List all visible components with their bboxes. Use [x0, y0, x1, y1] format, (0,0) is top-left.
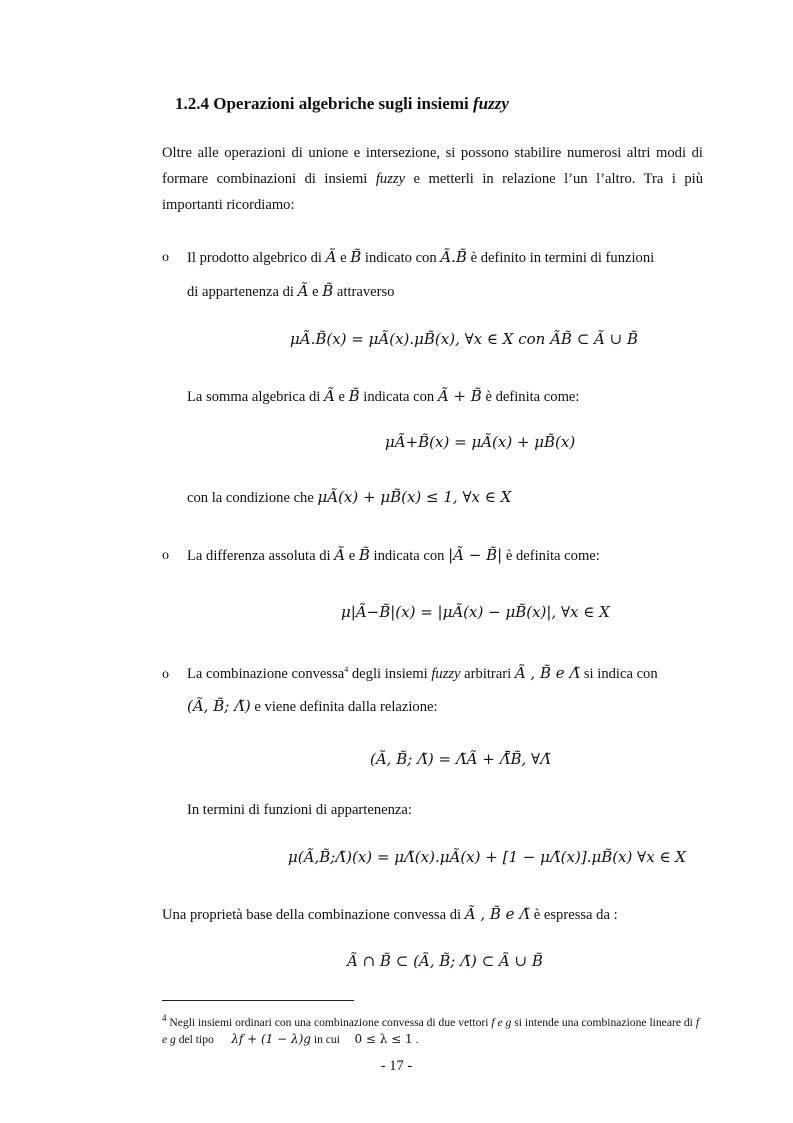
footnote-expression: λf + (1 − λ)g	[231, 1031, 311, 1046]
intro-text-1: Oltre alle operazioni di unione e intersezione, si possono stabilire numerosi altri modi di formare combinazioni di insiemi	[162, 145, 703, 187]
symbol-difference: |Ã − B̃|	[448, 546, 503, 564]
section-title-emphasis: fuzzy	[472, 94, 509, 113]
property-text: Una proprietà base della combinazione convessa di	[162, 907, 465, 923]
difference-formula: μ|Ã−B̃|(x) = |μÃ(x) − μB̃(x)|, ∀x ∈ X	[341, 603, 610, 621]
convex-formula: (Ã, B̃; Λ̃) = Λ̃Ã + Λ̃̄B̃, ∀Λ̃	[370, 750, 551, 768]
symbol-a: Ã	[297, 282, 309, 300]
convex-emphasis: fuzzy	[431, 666, 461, 682]
footnote-range: 0 ≤ λ ≤ 1	[354, 1031, 413, 1046]
symbol-b: B̃	[350, 248, 362, 266]
footnote-ref: 4	[344, 665, 349, 675]
footnote-text: Negli insiemi ordinari con una combinazione convessa di due vettori	[166, 1015, 492, 1029]
sum-text: La somma algebrica di	[187, 389, 324, 405]
footnote-divider	[162, 1000, 354, 1001]
sum-condition-formula: μÃ(x) + μB̃(x) ≤ 1, ∀x ∈ X	[317, 488, 512, 506]
convex-membership-text: In termini di funzioni di appartenenza:	[187, 802, 412, 818]
sum-condition-text: con la condizione che	[187, 490, 318, 506]
property-text: è espressa da :	[530, 907, 618, 923]
convex-line-1	[187, 664, 658, 683]
symbol-a: Ã	[325, 248, 337, 266]
convex-text: La combinazione convessa	[187, 666, 345, 682]
product-text: è definito in termini di funzioni	[466, 250, 655, 266]
convex-symbols: Ã , B̃ e Λ̃	[514, 664, 581, 682]
product-text: indicato con	[361, 250, 441, 266]
footnote	[162, 1010, 707, 1048]
product-text: e	[336, 250, 351, 266]
convex-text: si indica con	[580, 666, 658, 682]
footnote-text: in cui	[310, 1032, 343, 1046]
intro-paragraph	[162, 140, 703, 218]
bullet-marker-product: o	[162, 250, 169, 265]
bullet-marker-difference: o	[162, 548, 169, 563]
difference-text: La differenza assoluta di	[187, 548, 335, 564]
product-text: Il prodotto algebrico di	[187, 250, 326, 266]
intro-text-2: e metterli in relazione l’un l’altro. Tra i più importanti ricordiamo:	[162, 171, 703, 213]
product-line-2	[187, 282, 394, 301]
convex-triple-symbol: (Ã, B̃; Λ̃)	[187, 697, 251, 715]
symbol-product: Ã.B̃	[440, 248, 467, 266]
footnote-text: del tipo	[175, 1032, 217, 1046]
symbol-b: B̃	[358, 546, 370, 564]
property-symbols: Ã , B̃ e Λ̃	[464, 905, 531, 923]
symbol-a: Ã	[334, 546, 346, 564]
convex-text: degli insiemi	[348, 666, 432, 682]
convex-line-2	[187, 697, 438, 716]
difference-line	[187, 546, 600, 565]
difference-text: è definita come:	[502, 548, 600, 564]
section-title-text: Operazioni algebriche sugli insiemi	[213, 94, 469, 113]
footnote-number: 4	[162, 1013, 167, 1023]
sum-text: indicata con	[359, 389, 438, 405]
difference-text: e	[345, 548, 359, 564]
footnote-fg: f e g	[491, 1015, 512, 1029]
sum-formula: μÃ+B̃(x) = μÃ(x) + μB̃(x)	[385, 433, 576, 451]
product-text: di appartenenza di	[187, 284, 298, 300]
sum-text: è definita come:	[481, 389, 580, 405]
footnote-text: si intende una combinazione lineare di	[511, 1015, 696, 1029]
convex-text: arbitrari	[460, 666, 515, 682]
product-formula: μÃ.B̃(x) = μÃ(x).μB̃(x), ∀x ∈ X con ÃB̃ ⊂ Ã ∪ B̃	[290, 330, 639, 348]
footnote-text: .	[412, 1032, 419, 1046]
property-formula: Ã ∩ B̃ ⊂ (Ã, B̃; Λ̃) ⊂ Ã ∪ B̃	[347, 952, 543, 970]
footnote-fg: f e g	[162, 1015, 700, 1046]
page-number: - 17 -	[380, 1058, 413, 1074]
symbol-sum: Ã + B̃	[437, 387, 482, 405]
sum-line	[187, 387, 579, 406]
intro-emphasis: fuzzy	[375, 171, 406, 187]
symbol-b: B̃	[348, 387, 360, 405]
sum-condition	[187, 488, 511, 507]
section-number: 1.2.4	[175, 94, 209, 113]
sum-text: e	[334, 389, 349, 405]
convex-text: e viene definita dalla relazione:	[250, 699, 438, 715]
product-text: attraverso	[333, 284, 395, 300]
difference-text: indicata con	[369, 548, 449, 564]
bullet-marker-convex: o	[162, 667, 169, 682]
convex-membership-formula: μ(Ã,B̃;Λ̃)(x) = μΛ̃(x).μÃ(x) + [1 − μΛ̃(x)].μB̃(x) ∀x ∈ X	[288, 848, 686, 866]
product-text: e	[308, 284, 323, 300]
symbol-a: Ã	[323, 387, 335, 405]
product-line-1	[187, 248, 654, 267]
section-heading	[175, 94, 509, 114]
property-line	[162, 905, 618, 924]
symbol-b: B̃	[322, 282, 334, 300]
